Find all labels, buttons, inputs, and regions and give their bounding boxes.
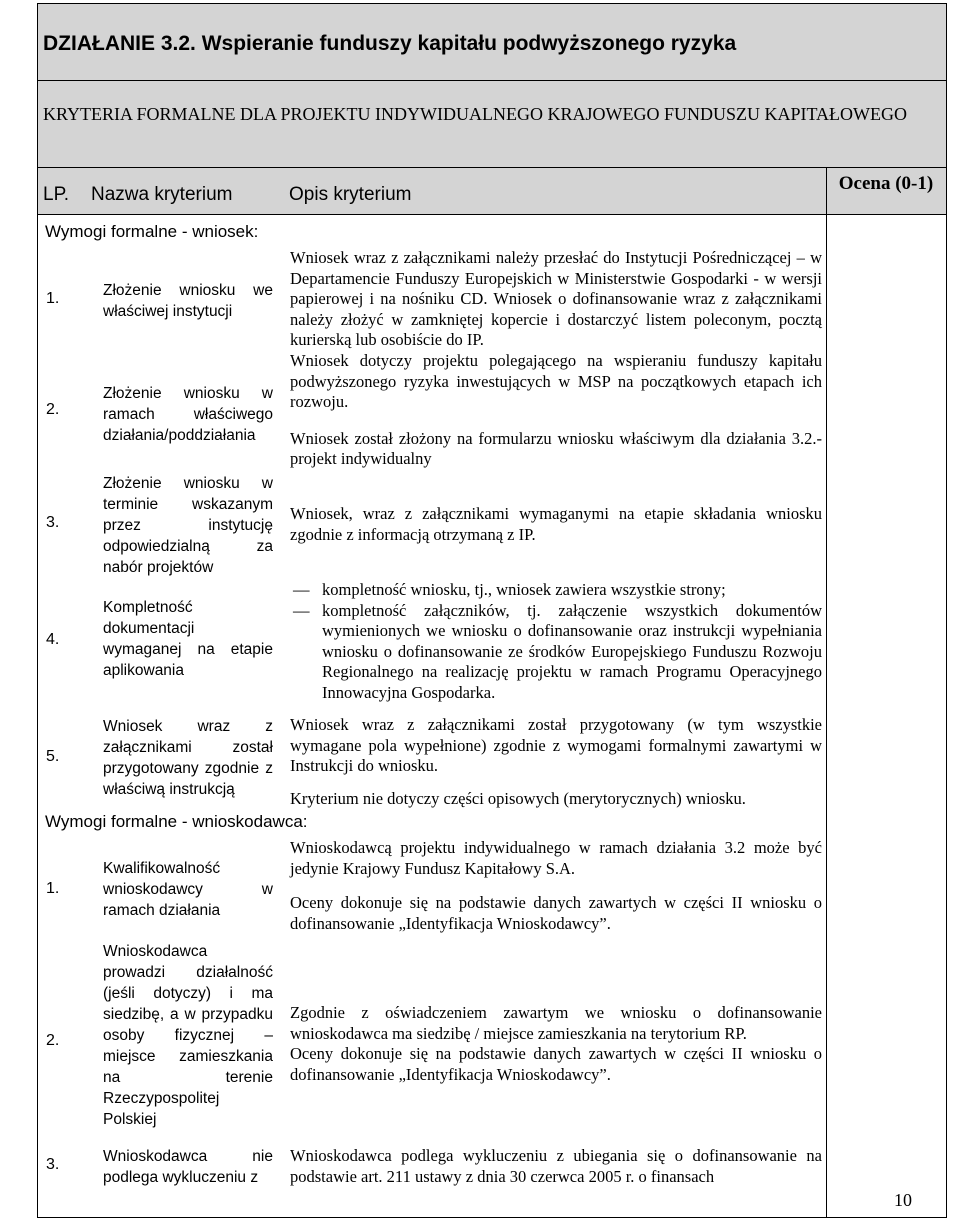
description-text: Wniosek został złożony na formularzu wniosku właściwym dla działania 3.2.- projekt indywidualny [290, 428, 822, 468]
bullet-text: kompletność załączników, tj. załączenie wszystkich dokumentów wymienionych we wniosku o dofinansowanie oraz instrukcji wypełniania wniosku o dofinansowanie ze środków Europejskiego Funduszu Rozwoju Regionalnego na realizację projektu w ramach Programu Operacyjnego Innowacyjna Gospodarka. [322, 600, 822, 702]
criterion-name: Wniosek wraz z załącznikami został przygotowany zgodnie z właściwą instrukcją [103, 718, 273, 798]
section-applicant: Wymogi formalne - wnioskodawca: [45, 812, 308, 831]
description-text: Oceny dokonuje się na podstawie danych zawartych w części II wniosku o dofinansowanie „Identyfikacja Wnioskodawcy”. [290, 893, 822, 933]
page-title: DZIAŁANIE 3.2. Wspieranie funduszy kapitału podwyższonego ryzyka [43, 32, 737, 55]
row-number: 4. [46, 631, 60, 648]
table-body-frame [37, 214, 947, 1218]
row-number: 2. [46, 1032, 60, 1049]
description-text: Wniosek wraz z załącznikami należy przesłać do Instytucji Pośredniczącej – w Departamencie Funduszy Europejskich w Ministerstwie Gospodarki - w wersji papierowej i na nośniku CD. Wniosek o dofinansowanie wraz z załącznikami należy złożyć w zamkniętej kopercie i dostarczyć listem poleconym, pocztą kurierską lub osobiście do IP. [290, 248, 822, 349]
criterion-name: Wnioskodawca prowadzi działalność (jeśli dotyczy) i ma siedzibę, a w przypadku osoby fizycznej – miejsce zamieszkania na terenie Rzeczypospolitej Polskiej [103, 943, 273, 1128]
bullet-text: kompletność wniosku, tj., wniosek zawiera wszystkie strony; [322, 580, 726, 599]
column-name: Nazwa kryterium [91, 184, 233, 205]
section-application: Wymogi formalne - wniosek: [45, 222, 259, 241]
column-description: Opis kryterium [289, 184, 412, 205]
score-column-frame [826, 214, 947, 1218]
row-number: 1. [46, 290, 60, 307]
criterion-name: Złożenie wniosku we właściwej instytucji [103, 282, 273, 320]
criterion-name: Złożenie wniosku w terminie wskazanym przez instytucję odpowiedzialną za nabór projektów [103, 475, 273, 576]
description-text: Zgodnie z oświadczeniem zawartym we wniosku o dofinansowanie wnioskodawca ma siedzibę / miejsce zamieszkania na terytorium RP. [290, 1003, 822, 1043]
row-number: 5. [46, 748, 60, 765]
column-score: Ocena (0-1) [838, 173, 934, 194]
criterion-name: Złożenie wniosku w ramach właściwego działania/poddziałania [103, 385, 273, 444]
page-number: 10 [894, 1190, 912, 1210]
row-number: 1. [46, 880, 60, 897]
description-text: Wniosek dotyczy projektu polegającego na wspieraniu funduszy kapitału podwyższonego ryzyka inwestujących w MSP na początkowych etapach ich rozwoju. [290, 351, 822, 411]
description-text: Kryterium nie dotyczy części opisowych (merytorycznych) wniosku. [290, 788, 746, 808]
description-text: Wniosek wraz z załącznikami został przygotowany (w tym wszystkie wymagane pola wypełnione) zgodnie z wymogami formalnymi zawartymi w Instrukcji do wniosku. [290, 715, 822, 775]
row-number: 3. [46, 514, 60, 531]
description-text: Wniosek, wraz z załącznikami wymaganymi na etapie składania wniosku zgodnie z informacją otrzymaną z IP. [290, 504, 822, 544]
description-text: Wnioskodawcą projektu indywidualnego w ramach działania 3.2 może być jedynie Krajowy Fundusz Kapitałowy S.A. [290, 838, 822, 878]
criterion-name: Kwalifikowalność wnioskodawcy w ramach działania [103, 860, 273, 919]
dash-bullet-icon: — [293, 580, 310, 599]
row-number: 2. [46, 401, 60, 418]
description-text: Wnioskodawca podlega wykluczeniu z ubiegania się o dofinansowanie na podstawie art. 211 ustawy z dnia 30 czerwca 2005 r. o finansach [290, 1146, 822, 1186]
dash-bullet-icon: — [293, 600, 310, 620]
criterion-name: Kompletność dokumentacji wymaganej na etapie aplikowania [103, 599, 273, 679]
page-subtitle: KRYTERIA FORMALNE DLA PROJEKTU INDYWIDUALNEGO KRAJOWEGO FUNDUSZU KAPITAŁOWEGO [43, 104, 908, 124]
column-lp: LP. [43, 184, 70, 205]
row-number: 3. [46, 1156, 60, 1173]
description-text: Oceny dokonuje się na podstawie danych zawartych w części II wniosku o dofinansowanie „Identyfikacja Wnioskodawcy”. [290, 1044, 822, 1084]
criterion-name: Wnioskodawca nie podlega wykluczeniu z [103, 1148, 273, 1186]
